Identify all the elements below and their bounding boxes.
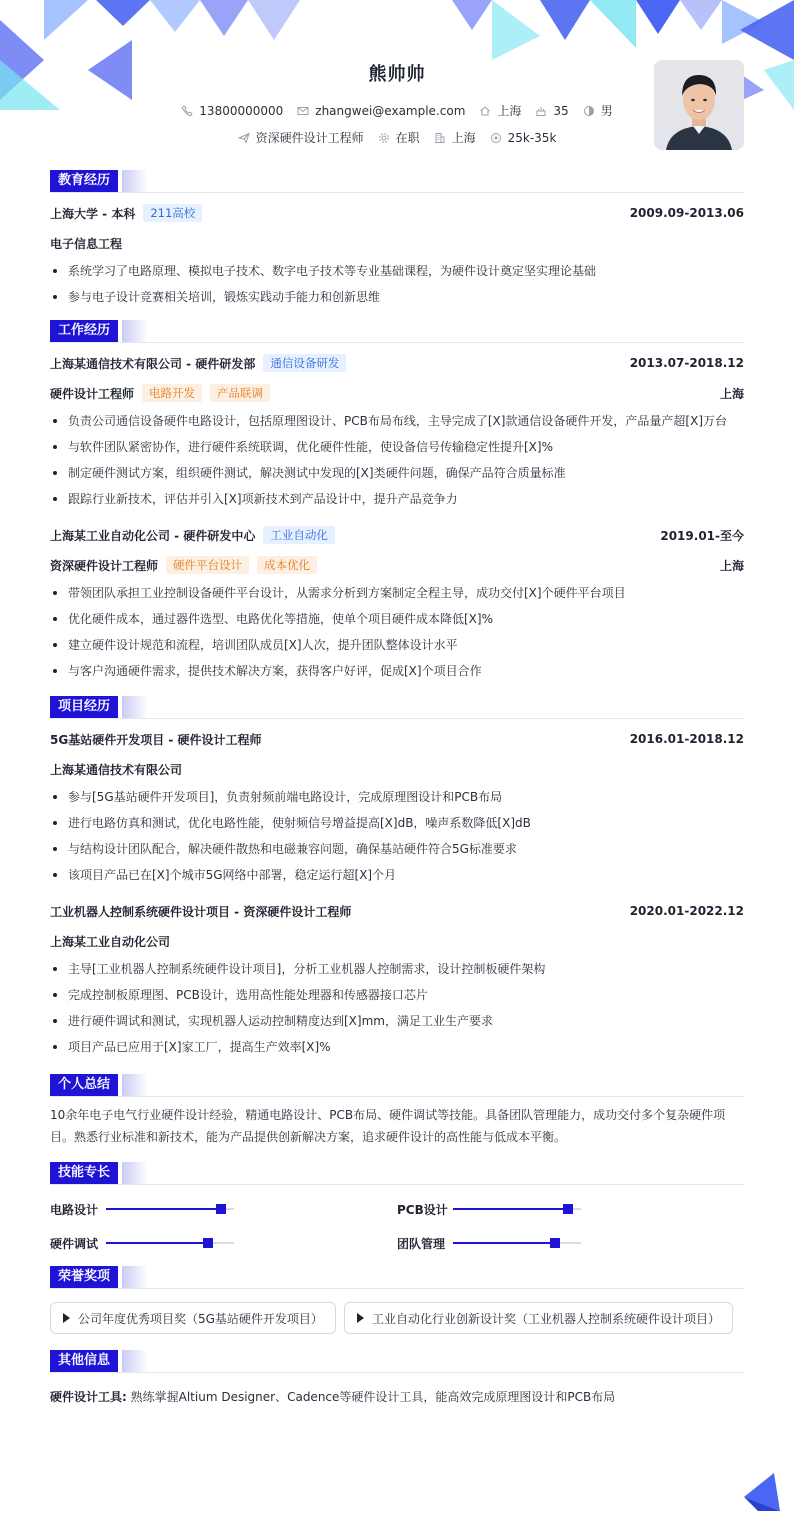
education-header [50, 198, 744, 228]
list-item: 带领团队承担工业控制设备硬件平台设计，从需求分析到方案制定全程主导，成功交付[X]个硬件平台项目 [50, 580, 744, 606]
role-tag: 硬件平台设计 [166, 556, 249, 574]
triangle-icon [357, 1313, 364, 1323]
list-item: 优化硬件成本，通过器件选型、电路优化等措施，使单个项目硬件成本降低[X]% [50, 606, 744, 632]
section-header [50, 1266, 744, 1290]
education-period: 2009.09-2013.06 [629, 206, 744, 220]
list-item: 完成控制板原理图、PCB设计，选用高性能处理器和传感器接口芯片 [50, 982, 744, 1008]
list-item: 进行电路仿真和测试，优化电路性能，使射频信号增益提高[X]dB，噪声系数降低[X]dB [50, 810, 744, 836]
skill-bar [106, 1242, 234, 1244]
role-name: 资深硬件设计工程师 [50, 558, 159, 573]
role-name: 硬件设计工程师 [50, 386, 135, 401]
skill-item [397, 1232, 744, 1254]
job-bullets [50, 408, 744, 512]
project-period: 2016.01-2018.12 [629, 732, 744, 746]
project-title: 工业机器人控制系统硬件设计项目 - 资深硬件设计工程师 [50, 904, 352, 919]
list-item: 系统学习了电路原理、模拟电子技术、数字电子技术等专业基础课程，为硬件设计奠定坚实理论基础 [50, 258, 744, 284]
city-text: 上海 [497, 104, 522, 118]
list-item: 参与电子设计竞赛相关培训，锻炼实践动手能力和创新思维 [50, 284, 744, 310]
summary-section [50, 1074, 744, 1148]
project-title: 5G基站硬件开发项目 - 硬件设计工程师 [50, 732, 262, 747]
project-org: 上海某通信技术有限公司 [50, 762, 183, 777]
section-title: 教育经历 [50, 170, 118, 192]
mail-icon [297, 105, 309, 117]
job-period: 2013.07-2018.12 [629, 356, 744, 370]
role-tag: 成本优化 [257, 556, 317, 574]
project-section [50, 696, 744, 1060]
avatar-portrait [654, 60, 744, 150]
project-period: 2020.01-2022.12 [629, 904, 744, 918]
list-item: 主导[工业机器人控制系统硬件设计项目]，分析工业机器人控制需求，设计控制板硬件架构 [50, 956, 744, 982]
position-info [238, 129, 364, 146]
job-period: 2019.01-至今 [660, 528, 744, 543]
skill-item [397, 1198, 744, 1220]
school-name: 上海大学 - 本科 [50, 206, 136, 221]
status-info [378, 129, 420, 146]
section-title: 工作经历 [50, 320, 118, 342]
send-icon [238, 132, 250, 144]
section-header [50, 320, 744, 344]
project-org-row [50, 754, 744, 784]
section-title: 项目经历 [50, 696, 118, 718]
other-section [50, 1350, 744, 1405]
section-header [50, 1074, 744, 1098]
candidate-name: 熊帅帅 [368, 64, 426, 85]
phone-icon [181, 105, 193, 117]
company-tag: 工业自动化 [263, 526, 335, 544]
job-header [50, 520, 744, 550]
work-section [50, 320, 744, 684]
job-location: 上海 [719, 558, 744, 573]
other-text: 熟练掌握Altium Designer、Cadence等硬件设计工具，能高效完成原理图设计和PCB布局 [130, 1390, 616, 1404]
award-item [344, 1302, 733, 1334]
cake-icon [535, 105, 547, 117]
role-row [50, 378, 744, 408]
skill-bar [106, 1208, 234, 1210]
list-item: 参与[5G基站硬件开发项目]，负责射频前端电路设计，完成原理图设计和PCB布局 [50, 784, 744, 810]
skill-name: PCB设计 [397, 1202, 448, 1217]
award-text: 工业自动化行业创新设计奖（工业机器人控制系统硬件设计项目） [371, 1311, 720, 1326]
role-tag: 电路开发 [142, 384, 202, 402]
project-org: 上海某工业自动化公司 [50, 934, 171, 949]
awards-section [50, 1266, 744, 1334]
list-item: 跟踪行业新技术，评估并引入[X]项新技术到产品设计中，提升产品竞争力 [50, 486, 744, 512]
list-item: 与结构设计团队配合，解决硬件散热和电磁兼容问题，确保基站硬件符合5G标准要求 [50, 836, 744, 862]
list-item: 进行硬件调试和测试，实现机器人运动控制精度达到[X]mm，满足工业生产要求 [50, 1008, 744, 1034]
section-header [50, 170, 744, 194]
job-intent-row [50, 129, 744, 146]
company-name: 上海某通信技术有限公司 - 硬件研发部 [50, 356, 256, 371]
project-header [50, 896, 744, 926]
education-bullets [50, 258, 744, 310]
job-header [50, 348, 744, 378]
school-tag: 211高校 [143, 204, 202, 222]
skill-item [50, 1198, 397, 1220]
skill-bar [453, 1242, 581, 1244]
target-city-text: 上海 [451, 131, 476, 145]
skill-knob [550, 1238, 560, 1248]
city-info [479, 102, 521, 119]
section-header [50, 1162, 744, 1186]
skill-name: 团队管理 [397, 1236, 446, 1251]
home-icon [479, 105, 491, 117]
skill-name: 电路设计 [50, 1202, 99, 1217]
salary-info [490, 131, 557, 145]
salary-text: 25k-35k [507, 130, 557, 145]
award-text: 公司年度优秀项目奖（5G基站硬件开发项目） [78, 1311, 323, 1326]
summary-text: 10余年电子电气行业硬件设计经验，精通电路设计、PCB布局、硬件调试等技能。具备团队管理能力，成功交付多个复杂硬件项目。熟悉行业标准和新技术，能为产品提供创新解决方案，追求硬件设计的高性能与低成本平衡。 [50, 1108, 726, 1144]
skills-section [50, 1162, 744, 1254]
list-item: 项目产品已应用于[X]家工厂，提高生产效率[X]% [50, 1034, 744, 1060]
project-bullets [50, 956, 744, 1060]
list-item: 负责公司通信设备硬件电路设计，包括原理图设计、PCB布局布线，主导完成了[X]款通信设备硬件开发，产品量产超[X]万台 [50, 408, 744, 434]
section-header [50, 1350, 744, 1374]
section-title: 个人总结 [50, 1074, 118, 1096]
other-info [50, 1378, 744, 1405]
email-info [297, 104, 465, 118]
building-icon [434, 132, 446, 144]
role-tag: 产品联调 [210, 384, 270, 402]
email-text: zhangwei@example.com [315, 103, 466, 118]
list-item: 与客户沟通硬件需求，提供技术解决方案，获得客户好评，促成[X]个项目合作 [50, 658, 744, 684]
project-bullets [50, 784, 744, 888]
education-section [50, 170, 744, 310]
age-text: 35 [553, 103, 569, 118]
list-item: 制定硬件测试方案，组织硬件测试，解决测试中发现的[X]类硬件问题，确保产品符合质量标准 [50, 460, 744, 486]
role-row [50, 550, 744, 580]
award-list [50, 1294, 744, 1334]
triangle-icon [63, 1313, 70, 1323]
award-item [50, 1302, 336, 1334]
skill-name: 硬件调试 [50, 1236, 99, 1251]
major-name: 电子信息工程 [50, 236, 123, 251]
skill-bar [453, 1208, 581, 1210]
major-row [50, 228, 744, 258]
other-label: 硬件设计工具: [50, 1390, 127, 1404]
contact-row [50, 102, 744, 119]
target-city-info [434, 129, 476, 146]
gender-info [583, 102, 613, 119]
skill-knob [203, 1238, 213, 1248]
phone-text: 13800000000 [199, 103, 284, 118]
gender-icon [583, 105, 595, 117]
job-bullets [50, 580, 744, 684]
status-text: 在职 [395, 131, 420, 145]
project-org-row [50, 926, 744, 956]
section-title: 技能专长 [50, 1162, 118, 1184]
gender-text: 男 [600, 104, 613, 118]
coin-icon [490, 132, 502, 144]
section-title: 其他信息 [50, 1350, 118, 1372]
age-info [535, 104, 568, 118]
resume-header [50, 0, 744, 170]
section-title: 荣誉奖项 [50, 1266, 118, 1288]
position-text: 资深硬件设计工程师 [255, 131, 364, 145]
job-location: 上海 [719, 386, 744, 401]
skill-item [50, 1232, 397, 1254]
section-header [50, 696, 744, 720]
company-tag: 通信设备研发 [263, 354, 346, 372]
corner-decoration [744, 1471, 780, 1511]
project-header [50, 724, 744, 754]
list-item: 该项目产品已在[X]个城市5G网络中部署，稳定运行超[X]个月 [50, 862, 744, 888]
list-item: 与软件团队紧密协作，进行硬件系统联调，优化硬件性能，使设备信号传输稳定性提升[X]% [50, 434, 744, 460]
avatar [654, 60, 744, 150]
skill-knob [563, 1204, 573, 1214]
list-item: 建立硬件设计规范和流程，培训团队成员[X]人次，提升团队整体设计水平 [50, 632, 744, 658]
company-name: 上海某工业自动化公司 - 硬件研发中心 [50, 528, 256, 543]
skill-knob [216, 1204, 226, 1214]
skill-list [50, 1190, 744, 1254]
phone-info [181, 104, 283, 118]
gear-icon [378, 132, 390, 144]
